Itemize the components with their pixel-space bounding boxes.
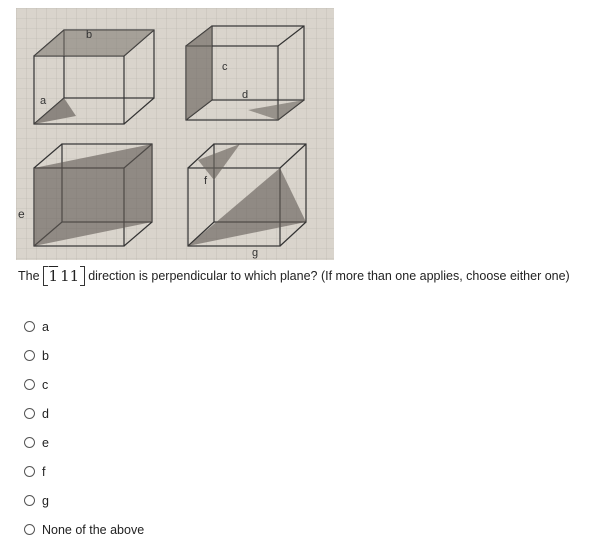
question-text bbox=[18, 266, 570, 286]
radio-button[interactable] bbox=[24, 495, 35, 506]
planes-sketch bbox=[16, 8, 334, 260]
label-b: b bbox=[86, 29, 93, 41]
label-c: c bbox=[222, 61, 228, 73]
radio-button[interactable] bbox=[24, 408, 35, 419]
crystal-planes-figure bbox=[16, 8, 334, 260]
radio-button[interactable] bbox=[24, 350, 35, 361]
option-f[interactable] bbox=[24, 457, 144, 486]
radio-button[interactable] bbox=[24, 379, 35, 390]
radio-button[interactable] bbox=[24, 466, 35, 477]
bracket-right bbox=[80, 266, 85, 286]
option-label: d bbox=[42, 406, 49, 421]
option-d[interactable] bbox=[24, 399, 144, 428]
option-label: g bbox=[42, 493, 49, 508]
option-a[interactable] bbox=[24, 312, 144, 341]
option-label: None of the above bbox=[42, 522, 145, 537]
label-g: g bbox=[252, 247, 259, 259]
answer-options bbox=[24, 312, 144, 544]
option-g[interactable] bbox=[24, 486, 144, 515]
miller-index-rest: 11 bbox=[60, 267, 80, 285]
radio-button[interactable] bbox=[24, 321, 35, 332]
label-e: e bbox=[18, 207, 25, 221]
option-b[interactable] bbox=[24, 341, 144, 370]
miller-index bbox=[43, 266, 86, 286]
label-d: d bbox=[242, 89, 249, 101]
radio-button[interactable] bbox=[24, 524, 35, 535]
label-f: f bbox=[204, 175, 208, 187]
option-e[interactable] bbox=[24, 428, 144, 457]
option-label: b bbox=[42, 348, 49, 363]
option-none-of-the-above[interactable] bbox=[24, 515, 144, 544]
miller-index-negative: 1 bbox=[48, 267, 59, 285]
label-a: a bbox=[40, 95, 47, 107]
option-label: a bbox=[42, 319, 49, 334]
option-label: c bbox=[42, 377, 49, 392]
question-prefix: The bbox=[18, 269, 40, 283]
question-suffix: direction is perpendicular to which plane? (If more than one applies, choose either one) bbox=[88, 269, 570, 283]
radio-button[interactable] bbox=[24, 437, 35, 448]
option-label: e bbox=[42, 435, 49, 450]
option-label: f bbox=[42, 464, 46, 479]
option-c[interactable] bbox=[24, 370, 144, 399]
